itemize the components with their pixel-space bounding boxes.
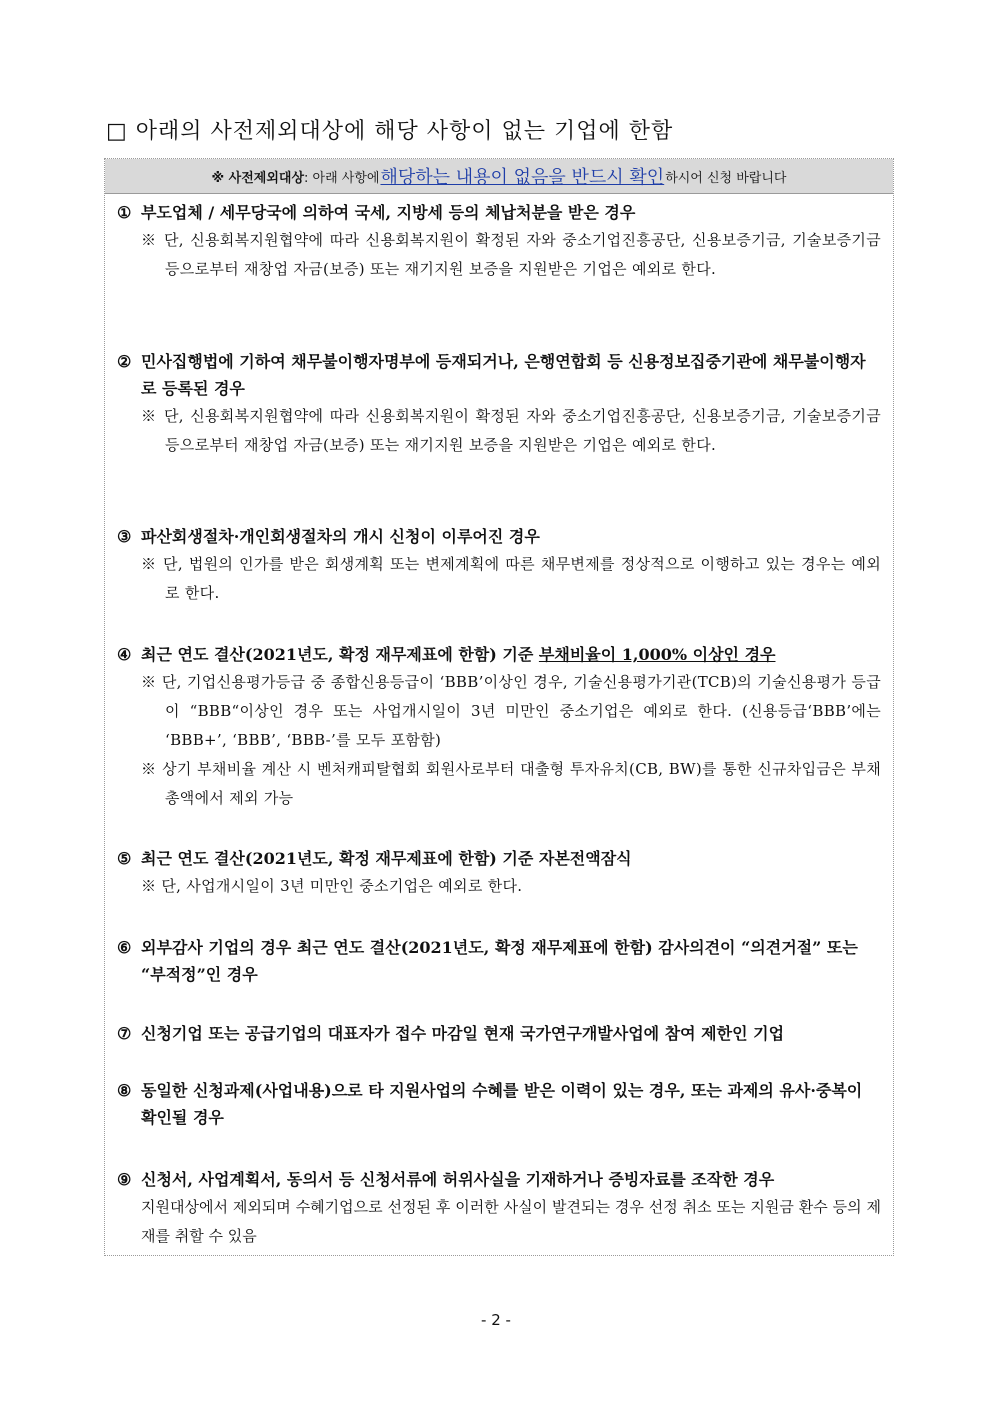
criteria-item — [117, 845, 881, 901]
page-number: - 2 - — [481, 1311, 511, 1329]
item-consequence: 지원대상에서 제외되며 수혜기업으로 선정된 후 이러한 사실이 발견되는 경우 선정 취소 또는 지원금 환수 등의 제재를 취할 수 있음 — [141, 1198, 881, 1245]
criteria-item — [117, 1166, 881, 1251]
item-title: 외부감사 기업의 경우 최근 연도 결산(2021년도, 확정 재무제표에 한함) 감사의견이 “의견거절” 또는 “부적정”인 경우 — [141, 938, 858, 984]
item-number: ⑦ — [117, 1024, 132, 1043]
item-number: ① — [117, 203, 132, 222]
section-heading: □ 아래의 사전제외대상에 해당 사항이 없는 기업에 한함 — [106, 119, 674, 144]
item-title: 민사집행법에 기하여 채무불이행자명부에 등재되거나, 은행연합회 등 신용정보집중기관에 채무불이행자로 등록된 경우 — [141, 352, 866, 398]
item-note: ※ 단, 사업개시일이 3년 미만인 중소기업은 예외로 한다. — [141, 877, 523, 895]
criteria-item — [117, 641, 881, 813]
criteria-item — [117, 934, 881, 988]
item-number: ⑨ — [117, 1170, 132, 1189]
item-number: ② — [117, 352, 132, 371]
item-title: 부도업체 / 세무당국에 의하여 국세, 지방세 등의 체납처분을 받은 경우 — [141, 203, 636, 222]
item-title: 파산회생절차·개인회생절차의 개시 신청이 이루어진 경우 — [141, 527, 540, 546]
item-number: ④ — [117, 645, 132, 664]
item-number: ⑧ — [117, 1081, 132, 1100]
item-title: 최근 연도 결산(2021년도, 확정 재무제표에 한함) 기준 — [141, 645, 539, 664]
criteria-item — [117, 199, 881, 284]
criteria-item — [117, 1077, 881, 1131]
item-note: ※ 단, 신용회복지원협약에 따라 신용회복지원이 확정된 자와 중소기업진흥공단, 신용보증기금, 기술보증기금 등으로부터 재창업 자금(보증) 또는 재기지원 보증을 지원받은 기업은 예외로 한다. — [141, 231, 881, 278]
item-note: ※ 단, 신용회복지원협약에 따라 신용회복지원이 확정된 자와 중소기업진흥공단, 신용보증기금, 기술보증기금 등으로부터 재창업 자금(보증) 또는 재기지원 보증을 지원받은 기업은 예외로 한다. — [141, 407, 881, 454]
item-number: ⑤ — [117, 849, 132, 868]
banner-middle: : 아래 사항에 — [304, 170, 380, 186]
criteria-item — [117, 1020, 881, 1047]
item-note: ※ 상기 부채비율 계산 시 벤처캐피탈협회 회원사로부터 대출형 투자유치(CB, BW)를 통한 신규차입금은 부채총액에서 제외 가능 — [141, 760, 881, 807]
criteria-item — [117, 348, 881, 460]
criteria-item — [117, 523, 881, 608]
item-number: ③ — [117, 527, 132, 546]
item-title-underlined: 부채비율이 1,000% 이상인 경우 — [538, 645, 776, 664]
banner-suffix: 하시어 신청 바랍니다 — [665, 170, 787, 186]
item-note: ※ 단, 법원의 인가를 받은 회생계획 또는 변제계획에 따른 채무변제를 정상적으로 이행하고 있는 경우는 예외로 한다. — [141, 555, 881, 602]
item-title: 신청서, 사업계획서, 동의서 등 신청서류에 허위사실을 기재하거나 증빙자료를 조작한 경우 — [141, 1170, 775, 1189]
item-title: 동일한 신청과제(사업내용)으로 타 지원사업의 수혜를 받은 이력이 있는 경우, 또는 과제의 유사·중복이 확인될 경우 — [141, 1081, 863, 1127]
banner-prefix: ※ 사전제외대상 — [211, 170, 305, 186]
item-title: 신청기업 또는 공급기업의 대표자가 접수 마감일 현재 국가연구개발사업에 참여 제한인 기업 — [141, 1024, 785, 1043]
notice-banner — [105, 159, 893, 194]
banner-highlight: 해당하는 내용이 없음을 반드시 확인 — [380, 167, 665, 188]
item-number: ⑥ — [117, 938, 132, 957]
item-note: ※ 단, 기업신용평가등급 중 종합신용등급이 ‘BBB’이상인 경우, 기술신용평가기관(TCB)의 기술신용평가 등급이 “BBB“이상인 경우 또는 사업개시일이 3년 미만인 중소기업은 예외로 한다. (신용등급‘BBB’에는 ‘BBB+’, ‘BBB’, ‘BBB-’를 모두 포함함) — [141, 673, 881, 749]
item-title: 최근 연도 결산(2021년도, 확정 재무제표에 한함) 기준 자본전액잠식 — [141, 849, 632, 868]
exclusion-criteria-panel — [104, 158, 894, 1256]
